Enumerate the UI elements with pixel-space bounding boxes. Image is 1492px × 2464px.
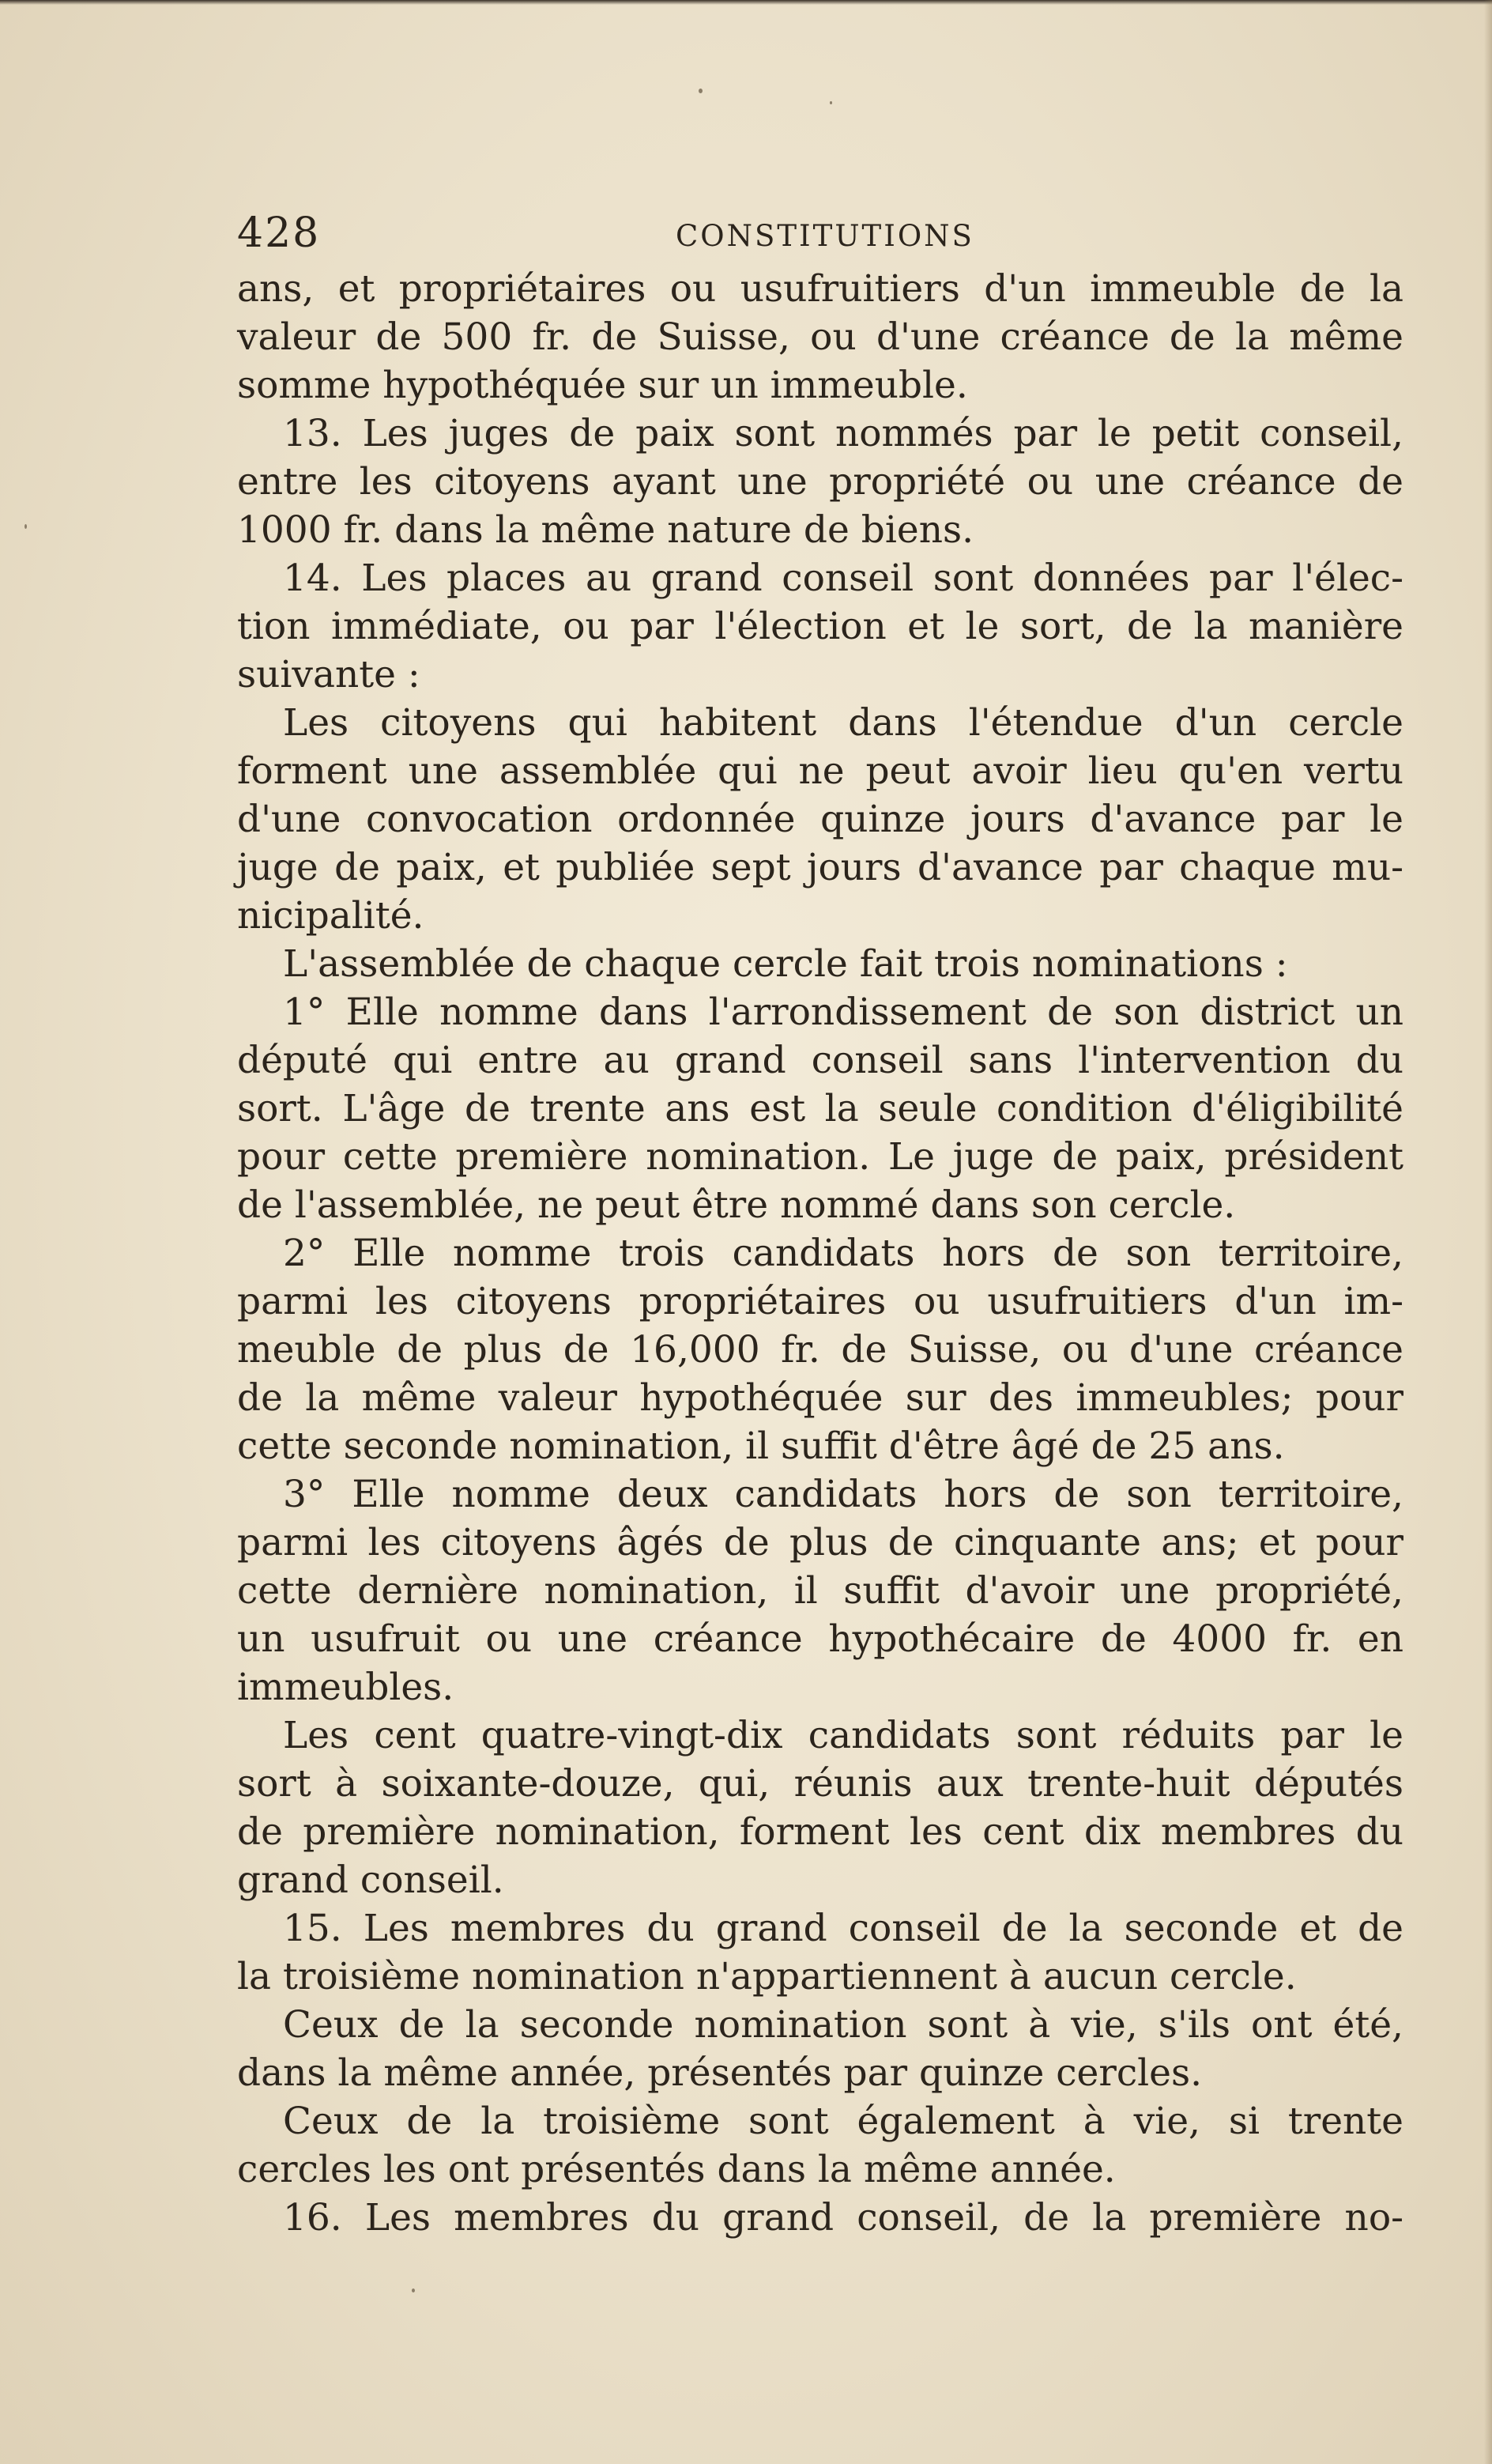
text-line: de la même valeur hypothéquée sur des immeubles; pour	[237, 1376, 1403, 1420]
text-line: 3° Elle nomme deux candidats hors de son territoire,	[283, 1473, 1403, 1516]
text-line: 2° Elle nomme trois candidats hors de son territoire,	[283, 1232, 1403, 1275]
text-line: 15. Les membres du grand conseil de la seconde et de	[283, 1907, 1403, 1950]
text-line: de l'assemblée, ne peut être nommé dans son cercle.	[237, 1183, 1236, 1227]
text-line: nicipalité.	[237, 894, 424, 938]
text-line: forment une assemblée qui ne peut avoir lieu qu'en vertu	[237, 749, 1403, 793]
text-line: cercles les ont présentés dans la même année.	[237, 2148, 1116, 2191]
text-line: de première nomination, forment les cent dix membres du	[237, 1810, 1403, 1854]
text-line: suivante :	[237, 653, 420, 696]
text-line: 1000 fr. dans la même nature de biens.	[237, 508, 974, 552]
ink-speck	[412, 2289, 415, 2292]
page-right-edge	[1484, 0, 1492, 2464]
text-line: L'assemblée de chaque cercle fait trois nominations :	[283, 942, 1288, 986]
text-line: Les citoyens qui habitent dans l'étendue d'un cercle	[283, 701, 1403, 745]
running-title: CONSTITUTIONS	[676, 219, 974, 253]
text-line: sort à soixante-douze, qui, réunis aux trente-huit députés	[237, 1762, 1403, 1806]
text-line: parmi les citoyens propriétaires ou usufruitiers d'un im-	[237, 1280, 1403, 1323]
text-line: d'une convocation ordonnée quinze jours d'avance par le	[237, 798, 1403, 841]
text-line: Ceux de la troisième sont également à vie, si trente	[283, 2100, 1403, 2143]
text-line: député qui entre au grand conseil sans l'intervention du	[237, 1039, 1403, 1082]
text-line: un usufruit ou une créance hypothécaire de 4000 fr. en	[237, 1617, 1403, 1661]
text-line: 1° Elle nomme dans l'arrondissement de son district un	[283, 991, 1403, 1034]
text-line: dans la même année, présentés par quinze cercles.	[237, 2051, 1203, 2095]
page-number: 428	[237, 209, 321, 257]
text-line: meuble de plus de 16,000 fr. de Suisse, ou d'une créance	[237, 1328, 1403, 1372]
text-line: pour cette première nomination. Le juge de paix, président	[237, 1135, 1403, 1179]
text-line: ans, et propriétaires ou usufruitiers d'un immeuble de la	[237, 267, 1403, 311]
text-line: tion immédiate, ou par l'élection et le sort, de la manière	[237, 605, 1403, 648]
text-line: sort. L'âge de trente ans est la seule condition d'éligibilité	[237, 1087, 1403, 1130]
text-line: 14. Les places au grand conseil sont données par l'élec-	[283, 557, 1403, 600]
text-line: entre les citoyens ayant une propriété ou une créance de	[237, 460, 1403, 504]
text-line: Les cent quatre-vingt-dix candidats sont réduits par le	[283, 1714, 1403, 1757]
text-line: immeubles.	[237, 1666, 454, 1709]
text-line: somme hypothéquée sur un immeuble.	[237, 364, 968, 407]
page-header	[237, 202, 1403, 265]
text-line: juge de paix, et publiée sept jours d'avance par chaque mu-	[237, 846, 1403, 889]
text-line: grand conseil.	[237, 1858, 504, 1902]
text-block	[237, 202, 1403, 2242]
text-line: cette dernière nomination, il suffit d'avoir une propriété,	[237, 1569, 1403, 1613]
ink-speck	[24, 524, 27, 529]
ink-speck	[830, 101, 832, 104]
text-line: Ceux de la seconde nomination sont à vie, s'ils ont été,	[283, 2003, 1403, 2047]
text-line: valeur de 500 fr. de Suisse, ou d'une créance de la même	[237, 315, 1403, 359]
text-line: 13. Les juges de paix sont nommés par le petit conseil,	[283, 412, 1403, 455]
ink-speck	[699, 89, 703, 93]
text-line: cette seconde nomination, il suffit d'être âgé de 25 ans.	[237, 1424, 1285, 1468]
text-line: la troisième nomination n'appartiennent à aucun cercle.	[237, 1955, 1297, 1998]
text-line: 16. Les membres du grand conseil, de la première no-	[283, 2196, 1403, 2239]
text-line: parmi les citoyens âgés de plus de cinquante ans; et pour	[237, 1521, 1403, 1564]
page-top-edge	[0, 0, 1492, 5]
